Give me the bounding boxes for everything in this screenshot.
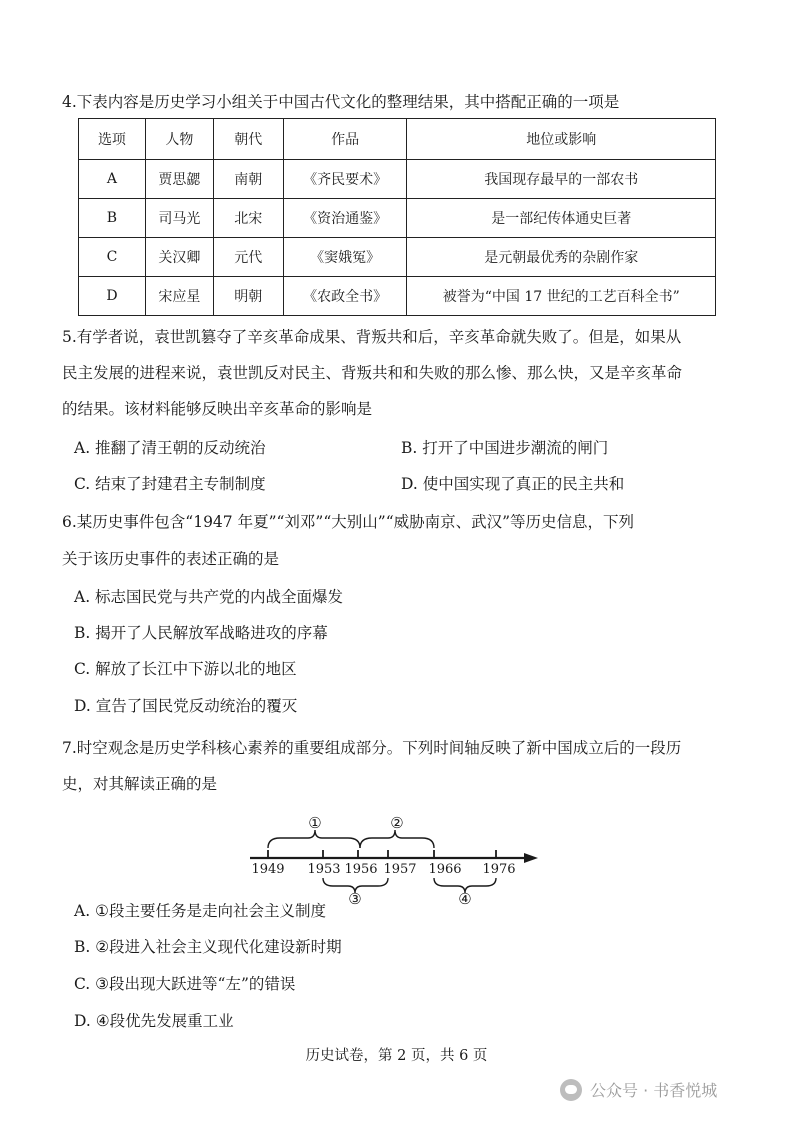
cell-option: C: [79, 238, 146, 277]
cell-person: 贾思勰: [145, 160, 213, 199]
table-header-row: [79, 119, 716, 160]
table-row: [79, 199, 716, 238]
cell-dynasty: 北宋: [213, 199, 283, 238]
q5-line-3: 的结果。该材料能够反映出辛亥革命的影响是: [62, 400, 373, 418]
cell-option: B: [79, 199, 146, 238]
cell-status: 是一部纪传体通史巨著: [407, 199, 716, 238]
watermark: [560, 1078, 717, 1101]
q7-option-a: A. ①段主要任务是走向社会主义制度: [74, 902, 326, 920]
q6-option-d: D. 宣告了国民党反动统治的覆灭: [74, 697, 298, 715]
table-row: [79, 277, 716, 316]
watermark-text: 公众号 · 书香悦城: [590, 1081, 718, 1100]
q7-option-d: D. ④段优先发展重工业: [74, 1012, 234, 1030]
q7-line-1: 7.时空观念是历史学科核心素养的重要组成部分。下列时间轴反映了新中国成立后的一段历: [62, 739, 682, 757]
cell-status: 是元朝最优秀的杂剧作家: [407, 238, 716, 277]
q5-line-1: 5.有学者说，袁世凯篡夺了辛亥革命成果、背叛共和后，辛亥革命就失败了。但是，如果从: [62, 328, 682, 346]
timeline-diagram: [240, 816, 550, 906]
cell-person: 关汉卿: [145, 238, 213, 277]
q7-option-b: B. ②段进入社会主义现代化建设新时期: [74, 938, 342, 956]
q7-line-2: 史，对其解读正确的是: [62, 775, 218, 793]
q5-option-a: A. 推翻了清王朝的反动统治: [74, 439, 266, 457]
q6-option-c: C. 解放了长江中下游以北的地区: [74, 660, 297, 678]
year-label-1949: 1949: [251, 862, 285, 877]
q5-option-c: C. 结束了封建君主专制制度: [74, 475, 266, 493]
segment-label-4: ④: [458, 890, 472, 906]
page-footer: 历史试卷，第 2 页，共 6 页: [305, 1048, 488, 1064]
q7-option-c: C. ③段出现大跃进等“左”的错误: [74, 975, 296, 993]
q6-option-a: A. 标志国民党与共产党的内战全面爆发: [74, 588, 344, 606]
cell-dynasty: 明朝: [213, 277, 283, 316]
header-dynasty: 朝代: [213, 119, 283, 160]
cell-status: 我国现存最早的一部农书: [407, 160, 716, 199]
segment-label-1: ①: [308, 816, 322, 832]
cell-status: 被誉为“中国 17 世纪的工艺百科全书”: [407, 277, 716, 316]
q4-table: [78, 118, 716, 316]
header-work: 作品: [283, 119, 407, 160]
header-status: 地位或影响: [407, 119, 716, 160]
cell-work: 《农政全书》: [283, 277, 407, 316]
brace-segment-1: [268, 830, 360, 848]
brace-segment-2: [360, 830, 434, 848]
year-label-1976: 1976: [482, 862, 516, 877]
segment-label-3: ③: [348, 890, 362, 906]
q4-stem: 4.下表内容是历史学习小组关于中国古代文化的整理结果，其中搭配正确的一项是: [62, 93, 620, 111]
table-row: [79, 238, 716, 277]
q6-option-b: B. 揭开了人民解放军战略进攻的序幕: [74, 624, 328, 642]
header-person: 人物: [145, 119, 213, 160]
year-label-1957: 1957: [383, 862, 417, 877]
arrow-right-icon: [524, 853, 538, 863]
segment-label-2: ②: [390, 816, 404, 832]
cell-work: 《窦娥冤》: [283, 238, 407, 277]
q5-option-b: B. 打开了中国进步潮流的闸门: [401, 439, 609, 457]
wechat-icon: [560, 1079, 582, 1101]
q5-line-2: 民主发展的进程来说，袁世凯反对民主、背叛共和和失败的那么惨、那么快，又是辛亥革命: [62, 364, 683, 382]
cell-person: 宋应星: [145, 277, 213, 316]
cell-dynasty: 南朝: [213, 160, 283, 199]
table-row: [79, 160, 716, 199]
cell-work: 《资治通鉴》: [283, 199, 407, 238]
header-option: 选项: [79, 119, 146, 160]
cell-dynasty: 元代: [213, 238, 283, 277]
cell-person: 司马光: [145, 199, 213, 238]
year-label-1966: 1966: [428, 862, 462, 877]
year-label-1953: 1953: [307, 862, 341, 877]
q5-option-d: D. 使中国实现了真正的民主共和: [401, 475, 625, 493]
cell-option: D: [79, 277, 146, 316]
cell-option: A: [79, 160, 146, 199]
cell-work: 《齐民要术》: [283, 160, 407, 199]
q6-line-2: 关于该历史事件的表述正确的是: [62, 550, 280, 568]
q6-line-1: 6.某历史事件包含“1947 年夏”“刘邓”“大别山”“威胁南京、武汉”等历史信息，下列: [62, 513, 635, 531]
year-label-1956: 1956: [344, 862, 378, 877]
